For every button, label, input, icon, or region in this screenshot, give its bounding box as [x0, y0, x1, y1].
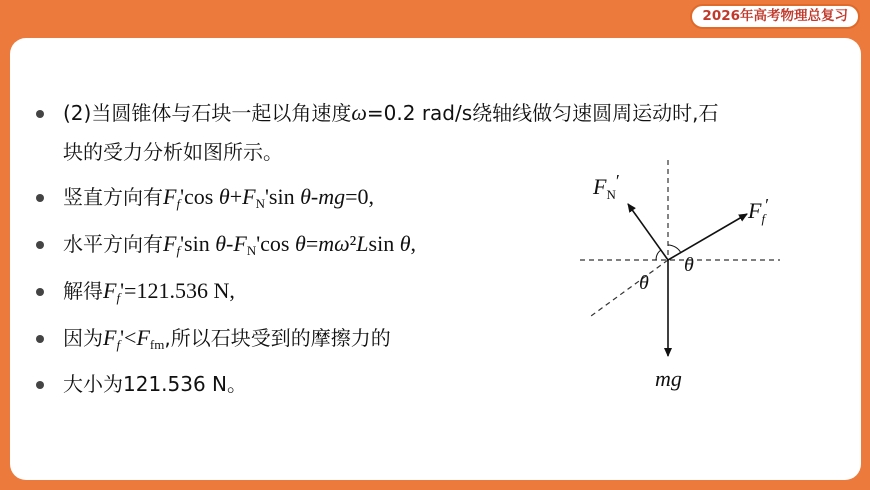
symbol: F: [163, 231, 177, 256]
theta-right-label: θ: [684, 254, 694, 276]
symbol: F: [136, 325, 150, 350]
bullet-dot: [36, 381, 44, 389]
text: =0.2 rad/s绕轴线做匀速圆周运动时,石: [366, 101, 719, 125]
text: ²: [349, 231, 357, 256]
bullet-dot: [36, 335, 44, 343]
comparison-line: [63, 323, 391, 360]
text: (2)当圆锥体与石块一起以角速度: [63, 101, 352, 125]
text: '<: [120, 325, 137, 350]
text: sin: [368, 231, 400, 256]
text: -: [226, 231, 234, 256]
cone-surface-dashed-line: [591, 260, 668, 316]
symbol: F: [233, 231, 247, 256]
paragraph-1-line-2: 块的受力分析如图所示。: [63, 140, 283, 164]
mg-label: mg: [655, 366, 682, 391]
symbol: θ: [300, 184, 311, 209]
text: 解得: [63, 279, 103, 303]
symbol: L: [356, 231, 369, 256]
text: 竖直方向有: [63, 185, 163, 209]
text: 'cos: [256, 231, 295, 256]
subscript: f: [116, 337, 121, 352]
force-diagram: [555, 158, 785, 418]
friction-force-label: $F_f'$: [748, 195, 770, 226]
text: 水平方向有: [63, 232, 163, 256]
text: 'sin: [180, 231, 216, 256]
subscript: N: [246, 243, 257, 258]
symbol: F: [103, 325, 117, 350]
symbol: F: [163, 184, 177, 209]
text: +: [229, 184, 243, 209]
normal-force-label: $F_N'$: [593, 171, 620, 202]
symbol: θ: [295, 231, 306, 256]
paragraph-1-line-1: [63, 98, 719, 128]
horizontal-equation: [63, 229, 416, 266]
friction-force-arrow: [668, 214, 747, 260]
text: =0,: [345, 184, 375, 209]
bullet-dot: [36, 194, 44, 202]
text: ,所以石块受到的摩擦力的: [164, 326, 391, 350]
header-badge: 2026年高考物理总复习: [690, 4, 860, 29]
symbol: mg: [318, 184, 346, 209]
symbol-omega: ω: [351, 100, 367, 125]
vertical-equation: [63, 182, 374, 219]
subscript: N: [255, 196, 265, 211]
conclusion-line: 大小为121.536 N。: [63, 372, 248, 396]
text: '=121.536 N,: [120, 278, 235, 303]
bullet-dot: [36, 288, 44, 296]
bullet-dot: [36, 241, 44, 249]
text: -: [310, 184, 319, 209]
bullet-dot: [36, 110, 44, 118]
text: 'sin: [264, 184, 301, 209]
subscript: fm: [149, 337, 165, 352]
angle-arc-left: [656, 250, 661, 260]
symbol: F: [103, 278, 117, 303]
subscript: f: [116, 290, 121, 305]
symbol: θ: [215, 231, 227, 256]
symbol: F: [242, 184, 256, 209]
text: =: [305, 231, 319, 256]
slide-card: [10, 38, 861, 480]
text: ,: [410, 231, 417, 256]
angle-arc-right: [668, 245, 681, 253]
theta-left-label: θ: [639, 272, 649, 294]
normal-force-arrow: [628, 204, 668, 260]
subscript: f: [176, 196, 181, 211]
symbol: θ: [399, 231, 411, 256]
symbol: θ: [218, 184, 230, 209]
text: 因为: [63, 326, 103, 350]
subscript: f: [176, 243, 181, 258]
text: 'cos: [180, 184, 219, 209]
result-line: [63, 276, 235, 313]
symbol: mω: [318, 231, 350, 256]
